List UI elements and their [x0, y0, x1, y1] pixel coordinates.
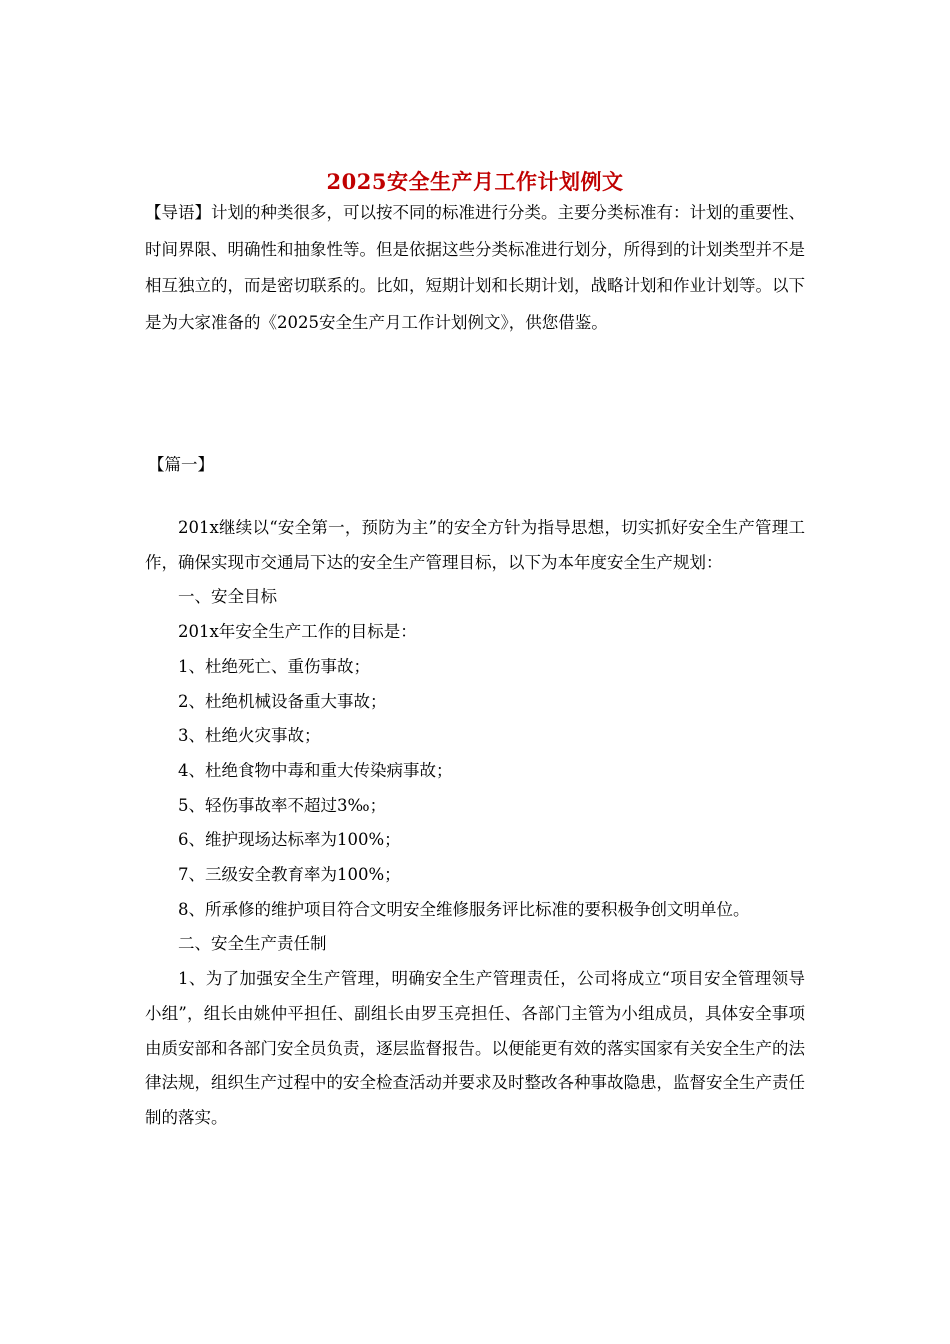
- body-paragraph: 201x年安全生产工作的目标是：: [178, 622, 417, 642]
- intro-paragraph: 【导语】计划的种类很多，可以按不同的标准进行分类。主要分类标准有：计划的重要性、时间界限、明确性和抽象性等。但是依据这些分类标准进行划分，所得到的计划类型并不是相互独立的，而是密切联系的。比如，短期计划和长期计划，战略计划和作业计划等。以下是为大家准备的《2025安全生产月工作计划例文》，供您借鉴。: [145, 203, 805, 332]
- list-item: 8、所承修的维护项目符合文明安全维修服务评比标准的要积极争创文明单位。: [178, 899, 750, 919]
- document-body: [145, 511, 805, 1136]
- document-title: 2025安全生产月工作计划例文: [326, 169, 624, 195]
- list-item: 4、杜绝食物中毒和重大传染病事故；: [178, 760, 453, 780]
- list-item: 1、杜绝死亡、重伤事故；: [178, 656, 370, 676]
- heading-responsibility: 二、安全生产责任制: [178, 934, 327, 954]
- list-item: 2、杜绝机械设备重大事故；: [178, 691, 387, 711]
- list-item: 5、轻伤事故率不超过3‰；: [178, 795, 387, 815]
- body-paragraph: 1、为了加强安全生产管理，明确安全生产管理责任，公司将成立“项目安全管理领导小组”，组长由姚仲平担任、副组长由罗玉亮担任、各部门主管为小组成员，具体安全事项由质安部和各部门安全员负责，逐层监督报告。以便能更有效的落实国家有关安全生产的法律法规，组织生产过程中的安全检查活动并要求及时整改各种事故隐患，监督安全生产责任制的落实。: [145, 969, 805, 1127]
- body-paragraph: 201x继续以“安全第一，预防为主”的安全方针为指导思想，切实抓好安全生产管理工作，确保实现市交通局下达的安全生产管理目标，以下为本年度安全生产规划：: [145, 518, 805, 572]
- list-item: 3、杜绝火灾事故；: [178, 726, 321, 746]
- section-label: 【篇一】: [148, 455, 214, 474]
- list-item: 6、维护现场达标率为100%；: [178, 830, 401, 850]
- heading-safety-goals: 一、安全目标: [178, 587, 277, 607]
- list-item: 7、三级安全教育率为100%；: [178, 865, 401, 885]
